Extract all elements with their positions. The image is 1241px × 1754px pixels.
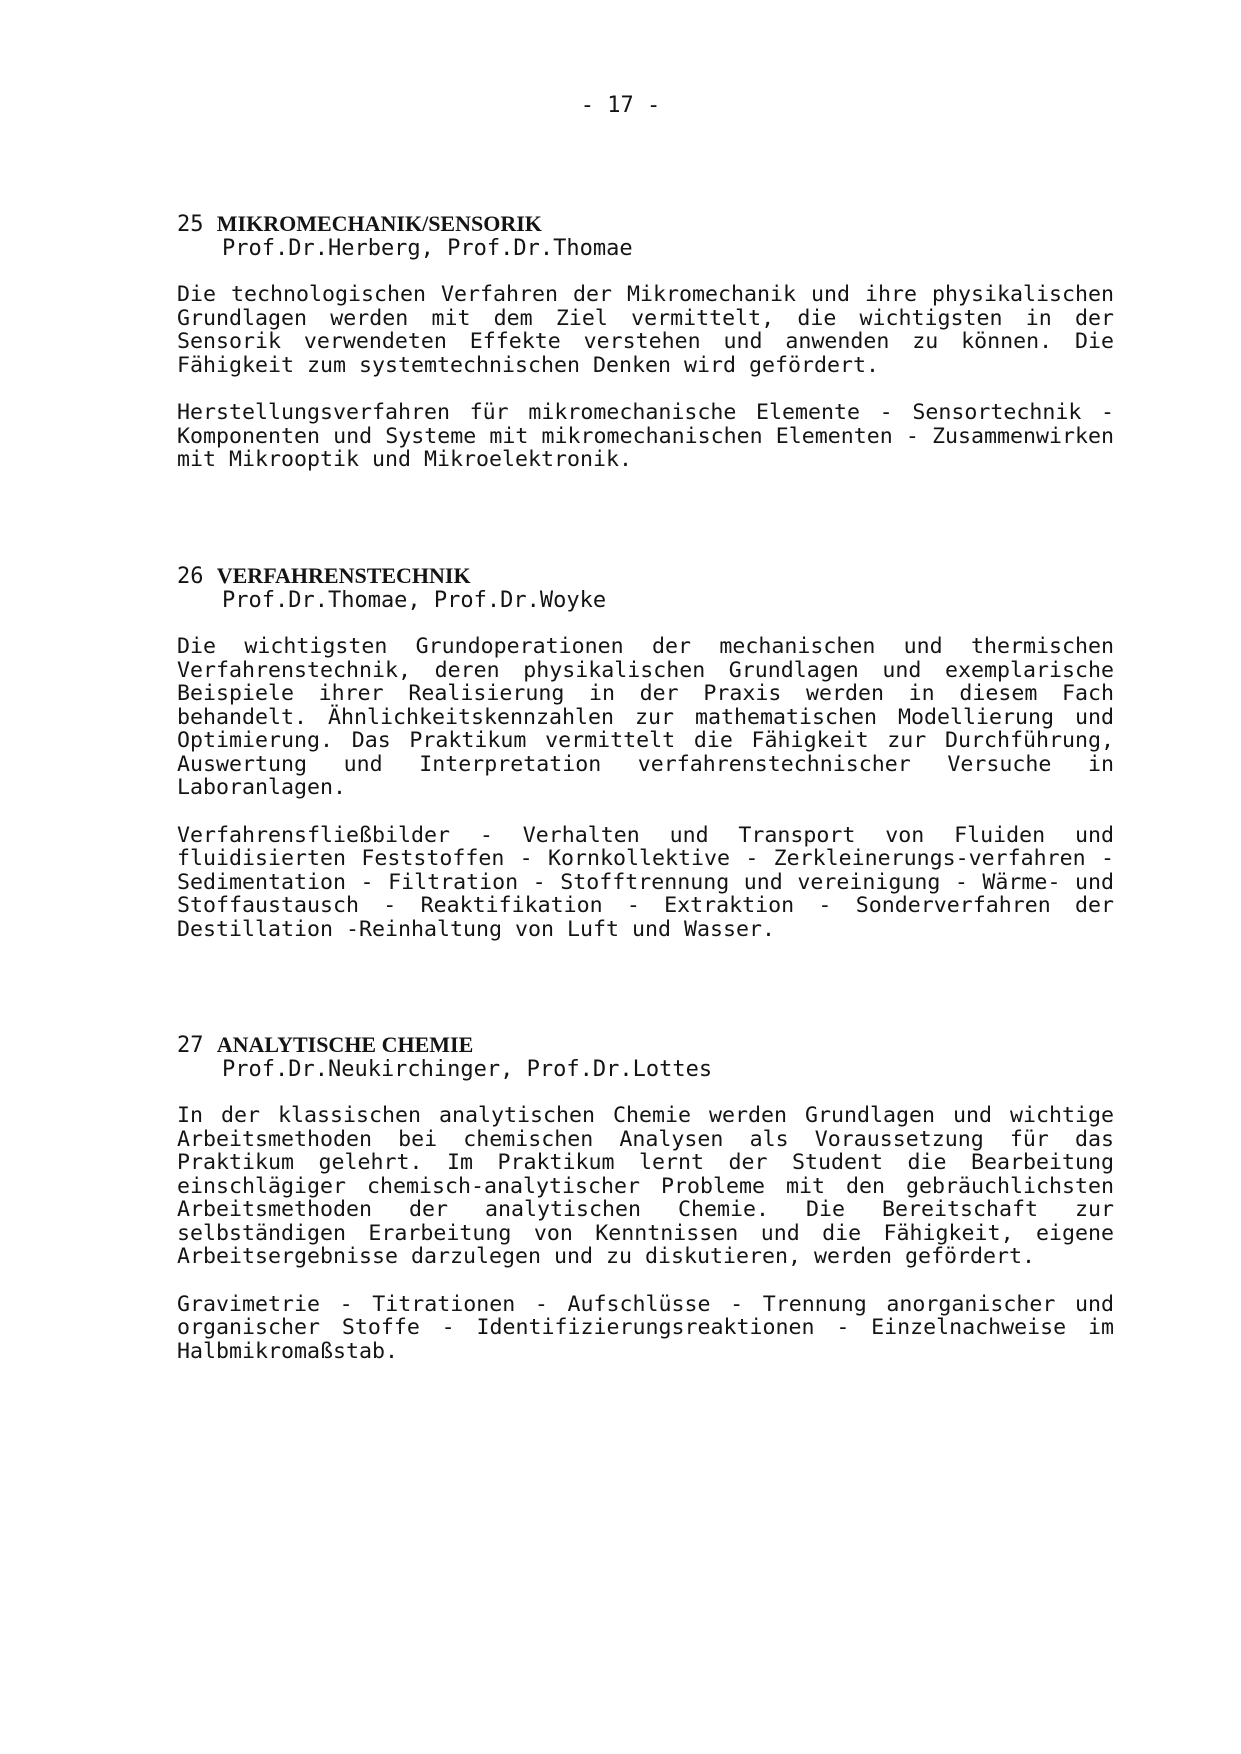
paragraph: Gravimetrie - Titrationen - Aufschlüsse - Trennung anorganischer und organischer Stoffe - Identifizierungsreaktionen - Einzelnachweise im Halbmikromaßstab.: [177, 1291, 1114, 1364]
paragraph: Die wichtigsten Grundoperationen der mechanischen und thermischen Verfahrenstechnik, deren physikalischen Grundlagen und exemplarische Beispiele ihrer Realisierung in der Praxis werden in diesem Fach behandelt. Ähnlichkeitskennzahlen zur mathematischen Modellierung und Optimierung. Das Praktikum vermittelt die Fähigkeit zur Durchführung, Auswertung und Interpretation verfahrenstechnischer Versuche in Laboranlagen.: [177, 634, 1114, 800]
paragraph: Verfahrensfließbilder - Verhalten und Transport von Fluiden und fluidisierten Feststoffen - Kornkollektive - Zerkleinerungs-verfahren - Sedimentation - Filtration - Stofftrennung und vereinigung - Wärme- und Stoffaustausch - Reaktifikation - Extraktion - Sonderverfahren der Destillation -Reinhaltung von Luft und Wasser.: [177, 822, 1114, 942]
page-number: - 17 -: [580, 93, 661, 118]
paragraph: In der klassischen analytischen Chemie werden Grundlagen und wichtige Arbeitsmethoden bei chemischen Analysen als Voraussetzung für das Praktikum gelehrt. Im Praktikum lernt der Student die Bearbeitung einschlägiger chemisch-analytischer Probleme mit den gebräuchlichsten Arbeitsmethoden der analytischen Chemie. Die Bereitschaft zur selbständigen Erarbeitung von Kenntnissen und die Fähigkeit, eigene Arbeitsergebnisse darzulegen und zu diskutieren, werden gefördert.: [177, 1103, 1114, 1269]
section-authors: Prof.Dr.Herberg, Prof.Dr.Thomae: [222, 236, 633, 261]
section-contents: [177, 401, 1114, 472]
paragraph: Herstellungsverfahren für mikromechanische Elemente - Sensortechnik - Komponenten und Systeme mit mikromechanischen Elementen - Zusammenwirken mit Mikrooptik und Mikroelektronik.: [177, 400, 1114, 472]
section-title: MIKROMECHANIK/SENSORIK: [216, 211, 542, 236]
section-authors: Prof.Dr.Neukirchinger, Prof.Dr.Lottes: [222, 1057, 713, 1082]
section-mikromechanik: [177, 212, 1114, 472]
section-contents: [177, 824, 1114, 942]
section-analytische-chemie: [177, 1033, 1114, 1363]
section-title: ANALYTISCHE CHEMIE: [216, 1032, 474, 1057]
section-verfahrenstechnik: [177, 564, 1114, 941]
section-contents: [177, 1293, 1114, 1364]
section-number: 26: [177, 564, 204, 589]
section-number: 27: [177, 1033, 204, 1058]
section-description: [177, 1104, 1114, 1269]
section-heading: [177, 212, 1114, 237]
section-number: 25: [177, 212, 204, 237]
section-authors: Prof.Dr.Thomae, Prof.Dr.Woyke: [222, 588, 607, 613]
section-description: [177, 635, 1114, 800]
section-heading: [177, 564, 1114, 589]
section-description: [177, 283, 1114, 377]
section-title: VERFAHRENSTECHNIK: [216, 563, 471, 588]
section-heading: [177, 1033, 1114, 1058]
paragraph: Die technologischen Verfahren der Mikromechanik und ihre physikalischen Grundlagen werden mit dem Ziel vermittelt, die wichtigsten in der Sensorik verwendeten Effekte verstehen und anwenden zu können. Die Fähigkeit zum systemtechnischen Denken wird gefördert.: [177, 282, 1114, 378]
